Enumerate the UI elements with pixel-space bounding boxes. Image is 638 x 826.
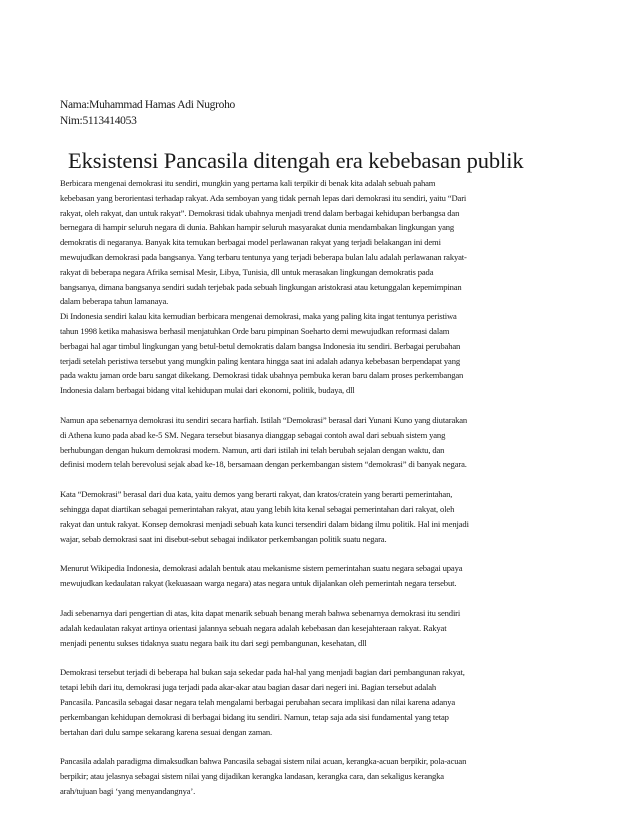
paragraph-line: bernegara di hampir seluruh negara di dunia. Bahkan hampir seluruh masyarakat dunia mendambakan lingkungan yang [60, 222, 455, 233]
paragraph-line: di Athena kuno pada abad ke-5 SM. Negara tersebut biasanya dianggap sebagai contoh awal dari sebuah sistem yang [60, 429, 446, 440]
paragraph [60, 606, 588, 650]
paragraph [60, 176, 588, 398]
paragraph-line: wajar, sebab demokrasi saat ini disebut-sebut sebagai indikator perkembangan politik suatu negara. [60, 533, 387, 544]
paragraph-line: mewujudkan kedaulatan rakyat (kekuasaan warga negara) atas negara untuk dijalankan oleh pemerintah negara tersebut. [60, 578, 457, 589]
paragraph-line: definisi modern telah berevolusi sejak abad ke-18, bersamaan dengan perkembangan sistem “demokrasi” di banyak negara. [60, 459, 467, 470]
paragraph-line: bangsanya, dimana bangsanya sendiri sudah terjebak pada sebuah lingkungan aristokrasi atau ketunggalan kepemimpinan [60, 281, 462, 292]
paragraph-line: pada waktu jaman orde baru sangat dikekang. Demokrasi tidak ubahnya pembuka keran baru dalam proses perkembangan [60, 370, 464, 381]
paragraph-line: berpikir; atau jelasnya sebagai sistem nilai yang dijadikan kerangka landasan, kerangka cara, dan sekaligus kerangka [60, 771, 444, 782]
paragraph-line: menjadi penentu sukses tidaknya suatu negara baik itu dari segi pembangunan, kesehatan, dll [60, 637, 367, 648]
paragraph-line: Jadi sebenarnya dari pengertian di atas, kita dapat menarik sebuah benang merah bahwa sebenarnya demokrasi itu sendiri [60, 607, 461, 618]
paragraph [60, 487, 588, 546]
paragraph-line: Demokrasi tersebut terjadi di beberapa hal bukan saja sekedar pada hal-hal yang menjadi bagian dari pembangunan rakyat, [60, 667, 465, 678]
paragraph-line: adalah kedaulatan rakyat artinya orientasi jalannya sebuah negara adalah kebebasan dan kesejahteraan rakyat. Rakyat [60, 622, 447, 633]
paragraph-line: rakyat di beberapa negara Afrika semisal Mesir, Libya, Tunisia, dll untuk merasakan lingkungan demokratis pada [60, 266, 434, 277]
paragraph-line: tahun 1998 ketika mahasiswa berhasil menjatuhkan Orde baru pimpinan Soeharto demi mewujudkan reformasi dalam [60, 325, 450, 336]
paragraph-line: berbagai hal agar timbul lingkungan yang betul-betul demokratis dalam bangsa Indonesia itu sendiri. Berbagai perubahan [60, 340, 461, 351]
document-body [60, 176, 588, 799]
paragraph-line: Indonesia dalam berbagai bidang vital kehidupan mulai dari ekonomi, politik, budaya, dll [60, 385, 355, 396]
paragraph-line: dalam beberapa tahun lamanaya. [60, 296, 169, 307]
paragraph-line: Pancasila adalah paradigma dimaksudkan bahwa Pancasila sebagai sistem nilai acuan, kerangka-acuan berpikir, pola-acuan [60, 756, 467, 767]
paragraph-line: perkembangan kehidupan demokrasi di berbagai bidang itu sendiri. Namun, tetap saja ada sisi fundamental yang tetap [60, 711, 449, 722]
author-name: Nama:Muhammad Hamas Adi Nugroho [60, 99, 235, 111]
paragraph-line: tetapi lebih dari itu, demokrasi juga terjadi pada akar-akar atau bagian dasar dari negeri ini. Bagian tersebut adalah [60, 682, 437, 693]
paragraph-line: Namun apa sebenarnya demokrasi itu sendiri secara harfiah. Istilah “Demokrasi” berasal dari Yunani Kuno yang diutarakan [60, 414, 468, 425]
paragraph-line: kebebasan yang berorientasi terhadap rakyat. Ada semboyan yang tidak pernah lepas dari demokrasi itu sendiri, yaitu “Dari [60, 192, 467, 203]
paragraph-line: demokratis di negaranya. Banyak kita temukan berbagai model perlawanan rakyat yang terjadi belakangan ini demi [60, 237, 441, 248]
paragraph-line: Menurut Wikipedia Indonesia, demokrasi adalah bentuk atau mekanisme sistem pemerintahan suatu negara sebagai upaya [60, 563, 463, 574]
paragraph [60, 754, 588, 798]
paragraph-line: rakyat, oleh rakyat, dan untuk rakyat”. Demokrasi tidak ubahnya menjadi trend dalam berbagai kehidupan berbangsa dan [60, 207, 460, 218]
paragraph-line: Di Indonesia sendiri kalau kita kemudian berbicara mengenai demokrasi, maka yang paling kita ingat tentunya peristiwa [60, 311, 457, 322]
student-id: Nim:5113414053 [60, 115, 137, 127]
paragraph [60, 665, 588, 739]
paragraph-line: Pancasila. Pancasila sebagai dasar negara telah mengalami berbagai perubahan secara implikasi dan nilai karena adanya [60, 696, 456, 707]
paragraph-line: mewujudkan demokrasi pada bangsanya. Yang terbaru tentunya yang terjadi beberapa bulan lalu adalah perlawanan rakyat- [60, 251, 467, 262]
author-info [60, 97, 235, 129]
paragraph-line: terjadi setelah peristiwa tersebut yang mungkin paling kentara hingga saat ini adalah adanya kebebasan berpendapat yang [60, 355, 460, 366]
paragraph [60, 413, 588, 472]
paragraph-line: rakyat dan untuk rakyat. Konsep demokrasi menjadi sebuah kata kunci tersendiri dalam bidang ilmu politik. Hal ini menjadi [60, 518, 469, 529]
document-title: Eksistensi Pancasila ditengah era kebebasan publik [68, 148, 524, 173]
paragraph-line: Kata “Demokrasi” berasal dari dua kata, yaitu demos yang berarti rakyat, dan kratos/cratein yang berarti pemerintahan, [60, 489, 453, 500]
paragraph-line: arah/tujuan bagi ‘yang menyandangnya’. [60, 785, 196, 796]
paragraph-line: Berbicara mengenai demokrasi itu sendiri, mungkin yang pertama kali terpikir di benak kita adalah sebuah paham [60, 178, 436, 188]
paragraph-line: berhubungan dengan hukum demokrasi modern. Namun, arti dari istilah ini telah berubah sejalan dengan waktu, dan [60, 444, 445, 455]
paragraph-line: sehingga dapat diartikan sebagai pemerintahan rakyat, atau yang lebih kita kenal sebagai pemerintahan dari rakyat, oleh [60, 503, 455, 514]
paragraph-line: bertahan dari dulu sampe sekarang karena sesuai dengan zaman. [60, 726, 273, 737]
paragraph [60, 561, 588, 591]
